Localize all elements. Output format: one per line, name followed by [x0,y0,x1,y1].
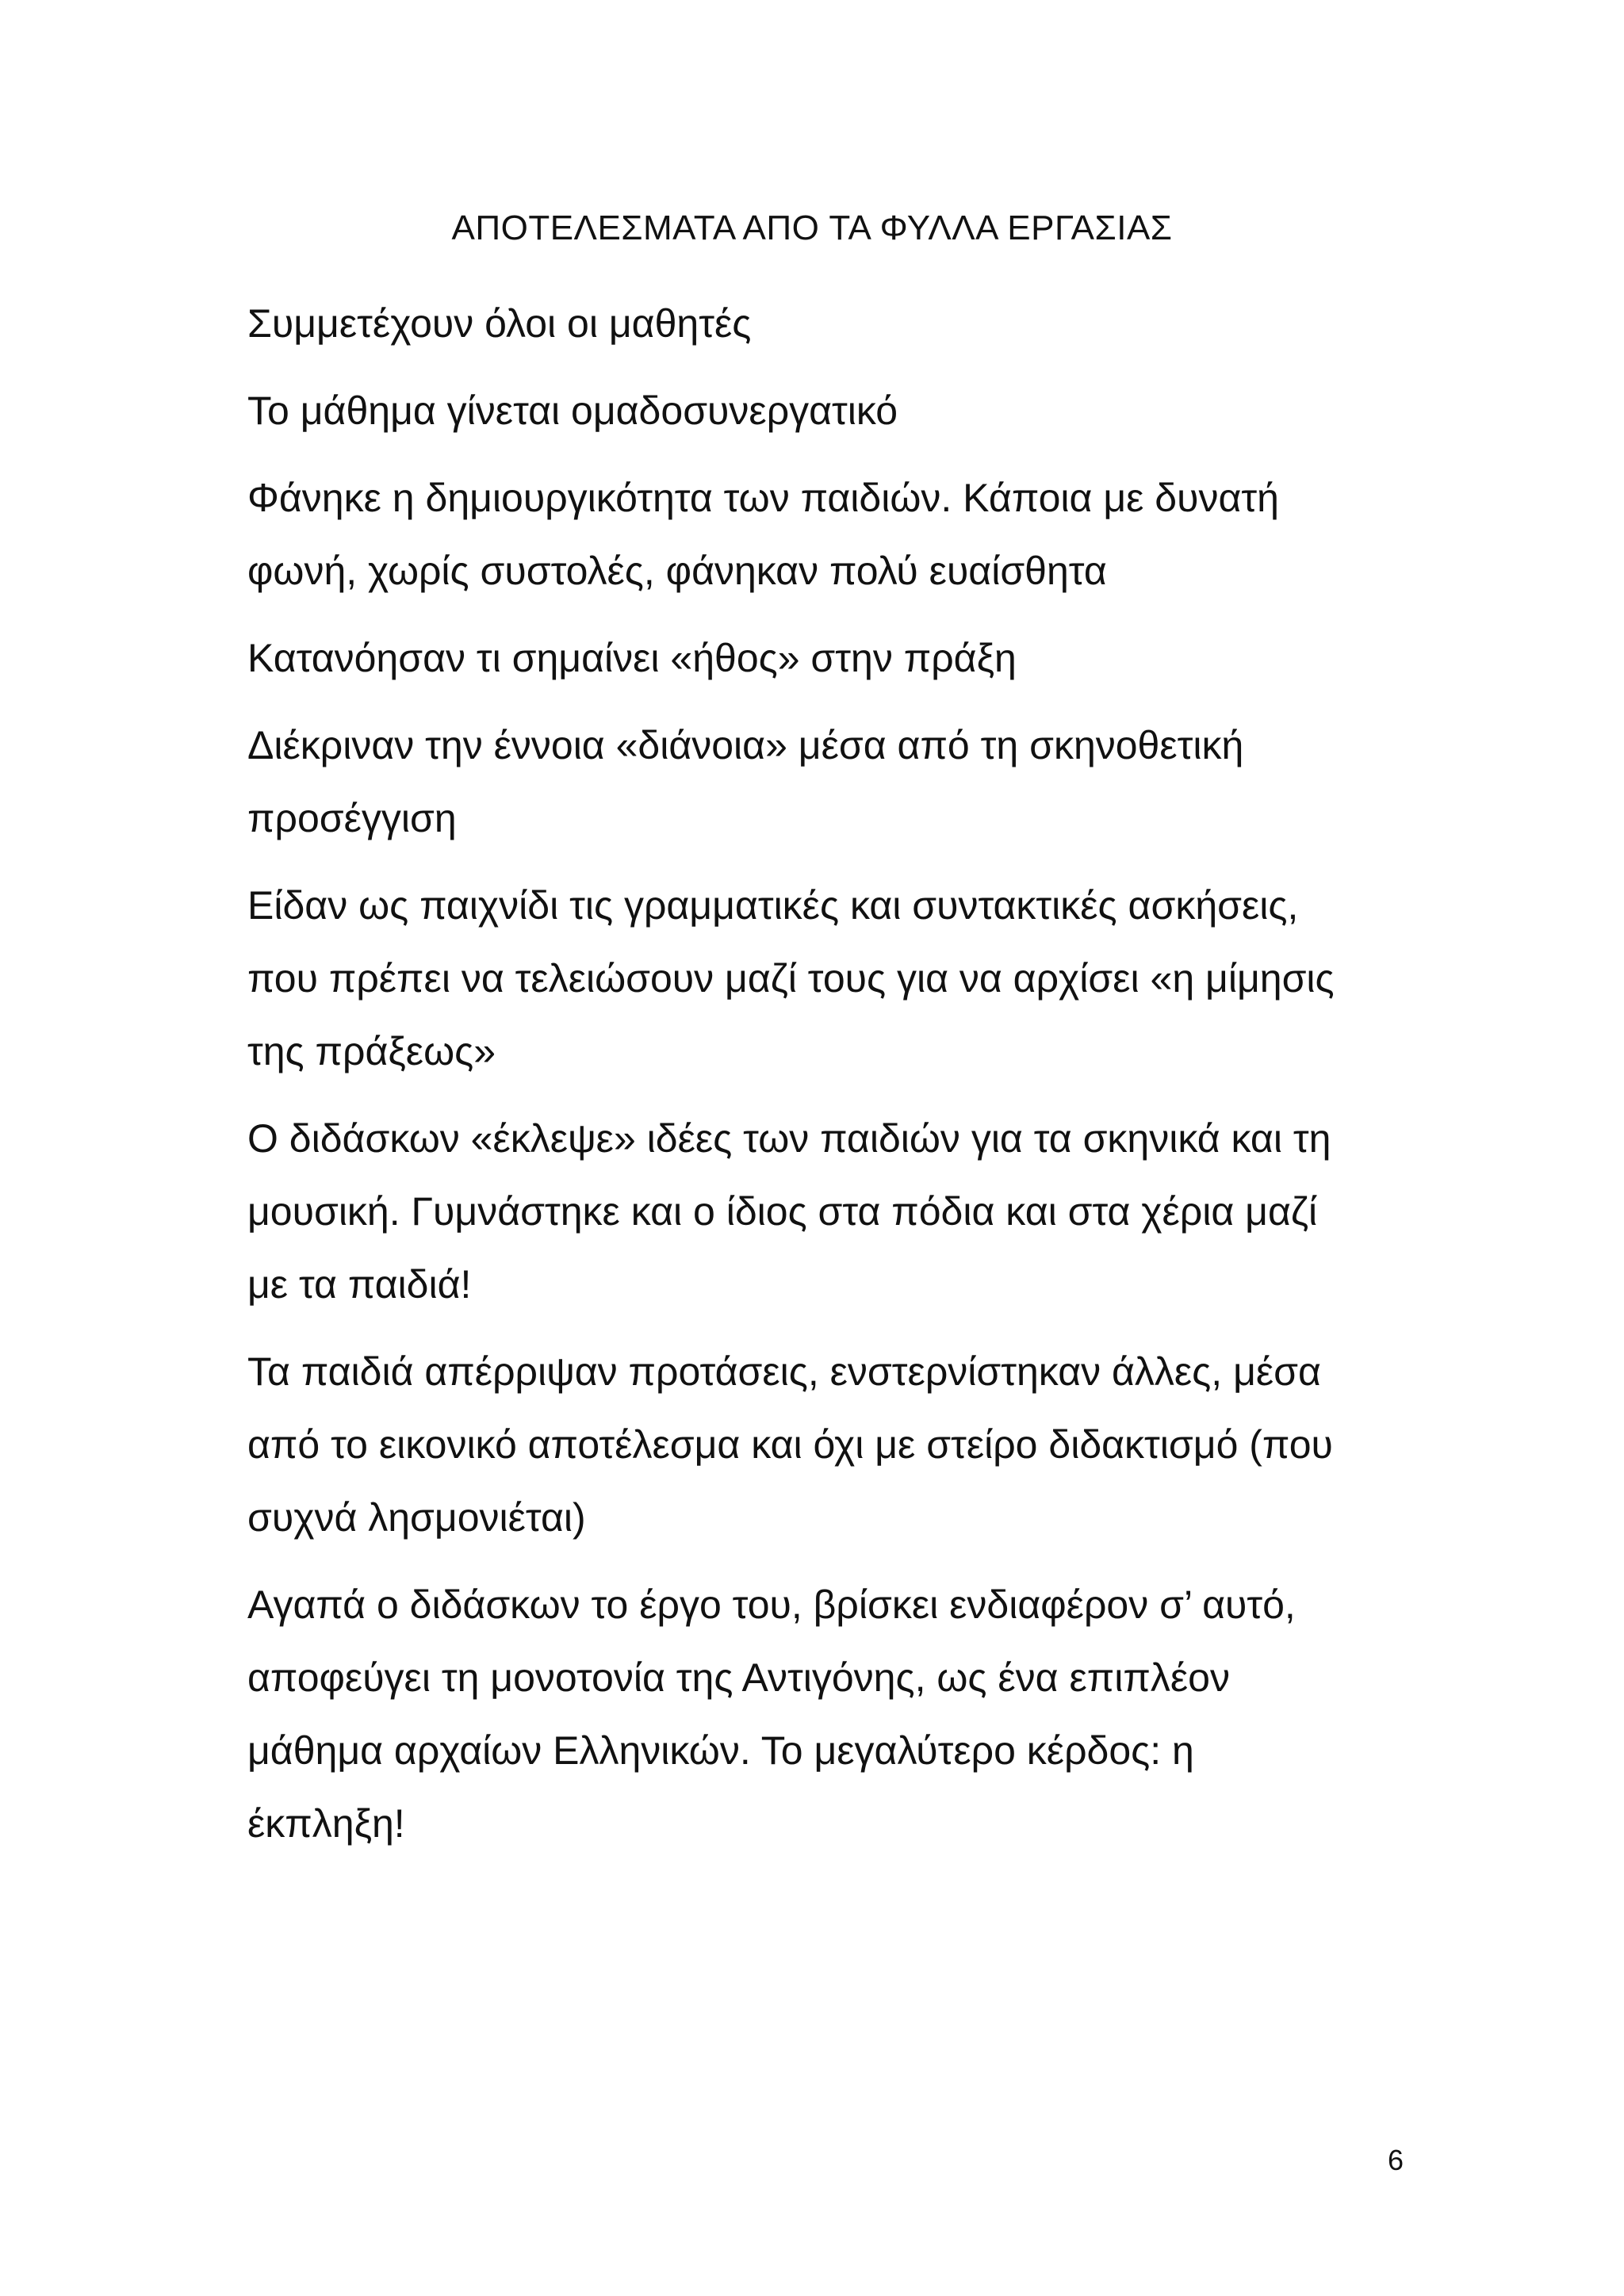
paragraph-3: Φάνηκε η δημιουργικότητα των παιδιών. Κάποια με δυνατή φωνή, χωρίς συστολές, φάνηκαν πολύ ευαίσθητα [247,476,1279,593]
paragraph-2: Το μάθημα γίνεται ομαδοσυνεργατικό [247,388,898,433]
page-title: ΑΠΟΤΕΛΕΣΜΑΤΑ ΑΠΟ ΤΑ ΦΥΛΛΑ ΕΡΓΑΣΙΑΣ [451,209,1173,247]
document-body [247,287,1397,1874]
page-number: 6 [1387,2144,1404,2176]
paragraph-8: Τα παιδιά απέρριψαν προτάσεις, ενστερνίστηκαν άλλες, μέσα από το εικονικό αποτέλεσμα και όχι με στείρο διδακτισμό (που συχνά λησμονιέται) [247,1349,1333,1540]
paragraph-4: Κατανόησαν τι σημαίνει «ήθος» στην πράξη [247,636,1017,680]
paragraph-7: Ο διδάσκων «έκλεψε» ιδέες των παιδιών για τα σκηνικά και τη μουσική. Γυμνάστηκε και ο ίδιος στα πόδια και στα χέρια μαζί με τα παιδιά! [247,1116,1331,1307]
paragraph-9: Αγαπά ο διδάσκων το έργο του, βρίσκει ενδιαφέρον σ’ αυτό, αποφεύγει τη μονοτονία της Αντιγόνης, ως ένα επιπλέον μάθημα αρχαίων Ελληνικών. Το μεγαλύτερο κέρδος: η έκπληξη! [247,1582,1296,1846]
paragraph-1: Συμμετέχουν όλοι οι μαθητές [247,301,752,346]
paragraph-5: Διέκριναν την έννοια «διάνοια» μέσα από τη σκηνοθετική προσέγγιση [247,723,1244,840]
paragraph-6: Είδαν ως παιχνίδι τις γραμματικές και συντακτικές ασκήσεις, που πρέπει να τελειώσουν μαζί τους για να αρχίσει «η μίμησις της πράξεως» [247,883,1335,1073]
